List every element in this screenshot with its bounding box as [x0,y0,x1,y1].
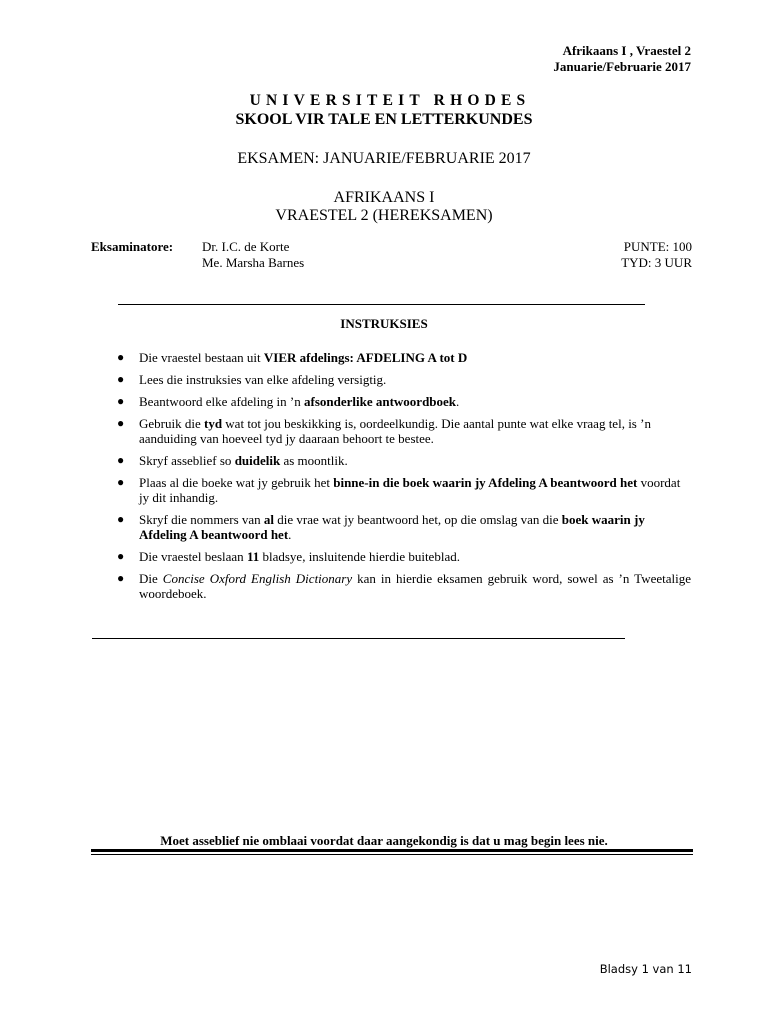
school-name: SKOOL VIR TALE EN LETTERKUNDES [235,111,533,128]
instruction-segment: boek waarin jy Afdeling A beantwoord het [139,512,645,542]
instruction-segment: Plaas al die boeke wat jy gebruik het [139,475,334,490]
bullet-icon: ● [117,475,125,489]
instruction-text [139,571,691,601]
instruction-item [113,350,691,365]
instruction-segment: Die vraestel bestaan uit [139,350,264,365]
instruction-item [113,453,691,468]
instruction-segment: voordat jy dit inhandig. [139,475,681,505]
instruction-segment: binne-in die boek waarin jy Afdeling A beantwoord het [333,475,638,490]
warning-notice: Moet asseblief nie omblaai voordat daar aangekondig is dat u mag begin lees nie. [160,833,608,848]
instruction-segment: wat tot jou beskikking is, oordeelkundig. Die aantal punte wat elke vraag tel, is ’n aanduiding van hoeveel tyd jy daaraan behoort te bestee. [139,416,651,446]
instruction-segment: kan in hierdie eksamen gebruik word, sowel as ’n Tweetalige woordeboek. [139,571,691,601]
instruction-segment: . [288,527,292,542]
instruction-item [113,475,691,505]
instruction-text [139,372,691,387]
instructions-heading: INSTRUKSIES [340,316,428,331]
instruction-item [113,372,691,387]
instruction-item [113,416,691,446]
total-marks: PUNTE: 100 [623,239,692,254]
instruction-segment: die vrae wat jy beantwoord het, op die omslag van die [274,512,562,527]
instruction-text [139,453,691,468]
instruction-text [139,350,691,365]
instruction-segment: afsonderlike antwoordboek [303,394,457,409]
university-name: UNIVERSITEIT RHODES [249,92,531,109]
instructions-list [113,350,691,608]
bullet-icon: ● [117,350,125,364]
instruction-segment: VIER afdelings: AFDELING A tot D [263,350,468,365]
divider-top [118,304,645,305]
instruction-segment: duidelik [234,453,281,468]
course-name: AFRIKAANS I [333,189,435,206]
instruction-segment: Gebruik die [139,416,204,431]
examiners-names [202,239,304,271]
bullet-icon: ● [117,453,125,467]
instruction-segment: al [263,512,275,527]
bullet-icon: ● [117,571,125,585]
divider-bottom [92,638,625,639]
bullet-icon: ● [117,416,125,430]
instruction-segment: Die vraestel beslaan [139,549,247,564]
instruction-item [113,571,691,601]
exam-details [621,239,692,271]
instruction-segment: tyd [203,416,223,431]
instruction-segment: Lees die instruksies van elke afdeling versigtig. [139,372,387,387]
exam-duration: TYD: 3 UUR [621,255,692,270]
instruction-segment: bladsye, insluitende hierdie buiteblad. [259,549,460,564]
bullet-icon: ● [117,512,125,526]
instruction-segment: Skryf asseblief so [139,453,235,468]
instruction-segment: 11 [246,549,260,564]
instruction-text [139,394,691,409]
header-course-paper: Afrikaans I , Vraestel 2 [562,43,691,58]
instruction-segment: Die [139,571,163,586]
instruction-segment: . [456,394,460,409]
instruction-item [113,549,691,564]
examiner-name: Dr. I.C. de Korte [202,239,290,254]
bullet-icon: ● [117,549,125,563]
bullet-icon: ● [117,372,125,386]
instruction-segment: Concise Oxford English Dictionary [162,571,353,586]
instruction-text [139,512,691,542]
page-number: Bladsy 1 van 11 [599,962,692,976]
double-rule-thin [91,854,693,855]
exam-title: EKSAMEN: JANUARIE/FEBRUARIE 2017 [237,150,531,167]
instruction-segment: Beantwoord elke afdeling in ’n [139,394,304,409]
instruction-item [113,512,691,542]
bullet-icon: ● [117,394,125,408]
paper-name: VRAESTEL 2 (HEREKSAMEN) [275,207,493,224]
instruction-item [113,394,691,409]
running-header [553,43,691,75]
instruction-text [139,475,691,505]
instruction-segment: as moontlik. [280,453,348,468]
instruction-segment: Skryf die nommers van [139,512,264,527]
instruction-text [139,416,691,446]
examiners-label: Eksaminatore: [91,239,174,254]
examiner-name: Me. Marsha Barnes [202,255,305,270]
header-exam-period: Januarie/Februarie 2017 [553,59,691,74]
double-rule-thick [91,849,693,852]
instruction-text [139,549,691,564]
